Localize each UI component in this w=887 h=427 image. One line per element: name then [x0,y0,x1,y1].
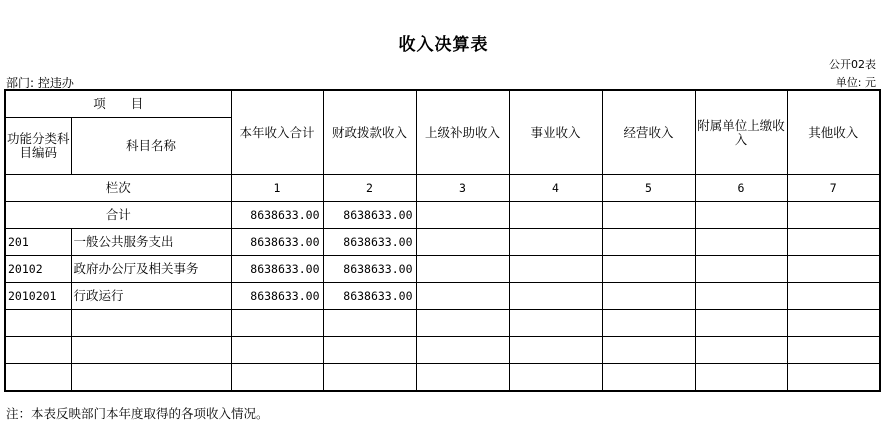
value-cell [787,310,880,337]
col-header-business: 事业收入 [509,90,602,175]
value-cell [416,337,509,364]
func-code-cell: 201 [5,229,71,256]
subject-name-cell: 行政运行 [71,283,231,310]
value-cell [602,310,695,337]
form-code: 公开02表 [829,58,876,71]
value-cell: 8638633.00 [323,229,416,256]
value-cell [602,283,695,310]
table-row [5,256,880,283]
column-number: 2 [323,175,416,202]
unit-label: 单位: 元 [835,76,876,89]
column-number: 7 [787,175,880,202]
total-cell [787,202,880,229]
value-cell [509,364,602,392]
value-cell [231,310,323,337]
value-cell [323,310,416,337]
table-row [5,310,880,337]
col-header-other: 其他收入 [787,90,880,175]
value-cell [509,283,602,310]
column-number: 6 [695,175,787,202]
table-row [5,283,880,310]
value-cell [323,364,416,392]
department-label: 部门: 控违办 [6,76,74,90]
value-cell: 8638633.00 [231,229,323,256]
subject-name-cell [71,364,231,392]
value-cell [787,256,880,283]
subject-name-cell: 政府办公厅及相关事务 [71,256,231,283]
total-cell: 8638633.00 [231,202,323,229]
value-cell: 8638633.00 [231,283,323,310]
func-code-header: 功能分类科目编码 [5,118,71,175]
total-cell [695,202,787,229]
value-cell [323,337,416,364]
value-cell [695,310,787,337]
column-number: 4 [509,175,602,202]
value-cell [695,364,787,392]
col-header-operating: 经营收入 [602,90,695,175]
value-cell [695,256,787,283]
value-cell [509,310,602,337]
func-code-cell: 2010201 [5,283,71,310]
table-row [5,229,880,256]
column-number: 5 [602,175,695,202]
value-cell [695,229,787,256]
value-cell [787,283,880,310]
subject-name-cell: 一般公共服务支出 [71,229,231,256]
value-cell [509,229,602,256]
func-code-cell [5,337,71,364]
value-cell [231,364,323,392]
income-table [4,89,881,392]
total-cell: 8638633.00 [323,202,416,229]
value-cell [416,229,509,256]
value-cell [787,364,880,392]
column-number: 1 [231,175,323,202]
table-body [5,229,880,392]
report-title: 收入决算表 [398,35,489,55]
value-cell [695,283,787,310]
table-row [5,337,880,364]
value-cell [416,310,509,337]
value-cell [787,229,880,256]
value-cell [602,256,695,283]
column-number: 3 [416,175,509,202]
value-cell [509,256,602,283]
table-header [5,90,880,229]
subject-name-cell [71,337,231,364]
func-code-cell [5,310,71,337]
value-cell [695,337,787,364]
value-cell [787,337,880,364]
value-cell [416,364,509,392]
col-header-total: 本年收入合计 [231,90,323,175]
value-cell [416,283,509,310]
total-cell [416,202,509,229]
footnote: 注：本表反映部门本年度取得的各项收入情况。 [6,406,269,421]
value-cell [602,337,695,364]
total-row [5,202,880,229]
total-cell [602,202,695,229]
value-cell [231,337,323,364]
subject-name-header: 科目名称 [71,118,231,175]
value-cell: 8638633.00 [323,256,416,283]
column-number-label: 栏次 [5,175,231,202]
value-cell [602,229,695,256]
col-header-fiscal: 财政拨款收入 [323,90,416,175]
total-cell [509,202,602,229]
table-row [5,364,880,392]
subject-name-cell [71,310,231,337]
func-code-cell [5,364,71,392]
total-label: 合计 [5,202,231,229]
item-group-header: 项 目 [5,90,231,118]
value-cell: 8638633.00 [231,256,323,283]
col-header-superior: 上级补助收入 [416,90,509,175]
value-cell [509,337,602,364]
col-header-affiliated: 附属单位上缴收入 [695,90,787,175]
func-code-cell: 20102 [5,256,71,283]
value-cell [416,256,509,283]
value-cell [602,364,695,392]
value-cell: 8638633.00 [323,283,416,310]
